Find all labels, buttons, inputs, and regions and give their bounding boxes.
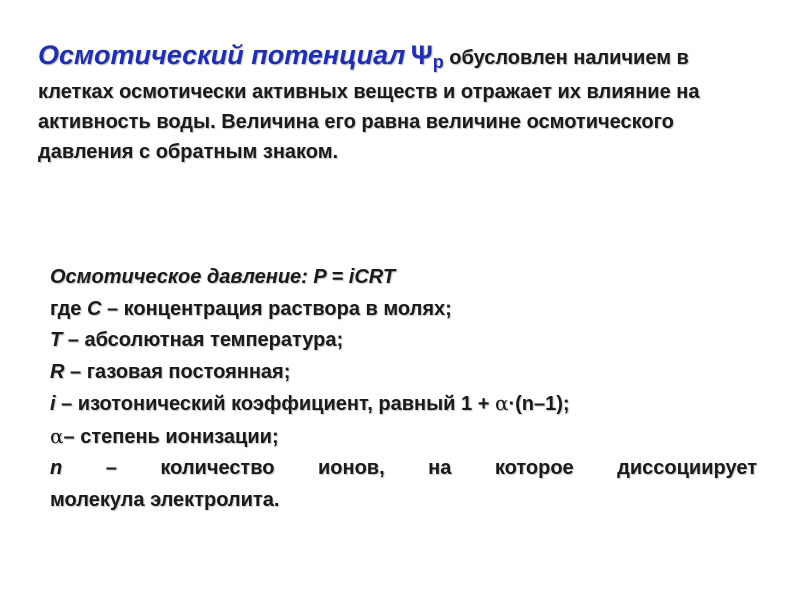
r-text: – газовая постоянная; [64, 360, 291, 383]
c-prefix: где [50, 297, 87, 320]
definition-r [50, 357, 757, 389]
psi-symbol: Ψ [410, 40, 433, 70]
alpha-symbol: α [50, 423, 64, 448]
n-text-line2: молекула электролита. [50, 488, 280, 511]
t-text: – абсолютная температура; [62, 329, 344, 351]
psi-subscript: p [432, 52, 444, 72]
definition-n [50, 453, 757, 485]
definition-c [50, 294, 757, 326]
i-text-a: – изотонический коэффициент, равный 1 + [55, 393, 495, 415]
definition-t [50, 325, 757, 357]
intro-body: наличием в клетках осмотически активных веществ и отражает их влияние на активность воды. Величина его равна величине осмотического давления с обратным знаком. [38, 47, 700, 163]
intro-paragraph [38, 40, 763, 167]
definitions-block [50, 262, 757, 516]
i-alpha-symbol: α [494, 391, 509, 415]
definition-i [50, 388, 757, 421]
formula-line: Осмотическое давление: P = iCRT [50, 266, 396, 288]
i-text-b: ·(n–1); [508, 393, 570, 415]
c-symbol: C [86, 297, 102, 320]
n-symbol: n [50, 457, 63, 479]
heading-title: Осмотический потенциал [38, 40, 406, 70]
heading-continuation: обусловлен [443, 47, 568, 69]
definition-alpha [50, 421, 757, 454]
t-symbol: T [50, 329, 63, 351]
n-text-line1: – количество ионов, на которое диссоциирует [62, 457, 757, 479]
i-symbol: i [50, 393, 56, 415]
alpha-text: – степень ионизации; [63, 425, 279, 448]
r-symbol: R [50, 360, 65, 383]
c-text: – концентрация раствора в молях; [101, 297, 452, 320]
